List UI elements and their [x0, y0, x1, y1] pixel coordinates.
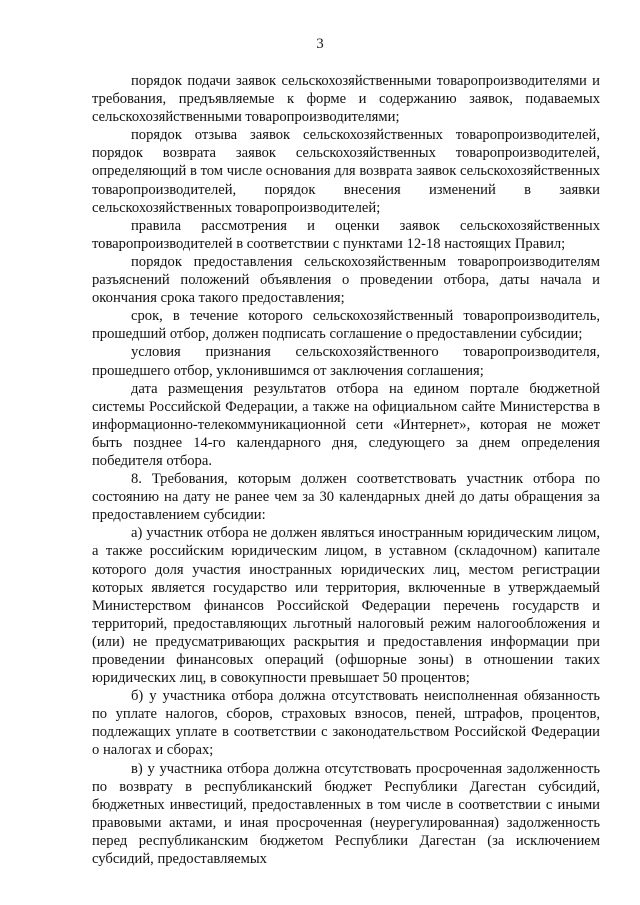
paragraph: порядок подачи заявок сельскохозяйственными товаропроизводителями и требования, предъявляемые к форме и содержанию заявок, подаваемых сельскохозяйственными товаропроизводителями;	[92, 73, 600, 126]
paragraph: дата размещения результатов отбора на едином портале бюджетной системы Российской Федерации, а также на официальном сайте Министерства в информационно-телекоммуникационной сети «Интернет», которая не может быть позднее 14-го календарного дня, следующего за днем определения победителя отбора.	[92, 380, 600, 469]
paragraph: порядок отзыва заявок сельскохозяйственных товаропроизводителей, порядок возврата заявок сельскохозяйственных товаропроизводителей, определяющий в том числе основания для возврата заявок сельскохозяйственных товаропроизводителей, порядок внесения изменений в заявки сельскохозяйственных товаропроизводителей;	[92, 127, 600, 216]
paragraph-item-a: а) участник отбора не должен являться иностранным юридическим лицом, а также российским юридическим лицом, в уставном (складочном) капитале которого доля участия иностранных юридических лиц, местом регистрации которых является государство или территория, включенные в утверждаемый Министерством финансов Российской Федерации перечень государств и территорий, предоставляющих льготный налоговый режим налогообложения и (или) не предусматривающих раскрытия и предоставления информации при проведении финансовых операций (офшорные зоны) в отношении таких юридических лиц, в совокупности превышает 50 процентов;	[92, 525, 600, 687]
paragraph: правила рассмотрения и оценки заявок сельскохозяйственных товаропроизводителей в соответствии с пунктами 12-18 настоящих Правил;	[92, 217, 600, 252]
paragraph: порядок предоставления сельскохозяйственным товаропроизводителям разъяснений положений объявления о проведении отбора, даты начала и окончания срока такого предоставления;	[92, 253, 600, 307]
page-number: 3	[316, 36, 324, 52]
paragraph: условия признания сельскохозяйственного товаропроизводителя, прошедшего отбор, уклонившимся от заключения соглашения;	[92, 344, 600, 379]
section-8-heading-paragraph: 8. Требования, которым должен соответствовать участник отбора по состоянию на дату не ранее чем за 30 календарных дней до даты обращения за предоставлением субсидии:	[92, 471, 600, 524]
paragraph: срок, в течение которого сельскохозяйственный товаропроизводитель, прошедший отбор, должен подписать соглашение о предоставлении субсидии;	[92, 308, 600, 343]
paragraph-item-b: б) у участника отбора должна отсутствовать неисполненная обязанность по уплате налогов, сборов, страховых взносов, пеней, штрафов, процентов, подлежащих уплате в соответствии с законодательством Российской Федерации о налогах и сборах;	[92, 688, 600, 759]
paragraph-item-v: в) у участника отбора должна отсутствовать просроченная задолженность по возврату в республиканский бюджет Республики Дагестан субсидий, бюджетных инвестиций, предоставленных в том числе в соответствии с иными правовыми актами, и иная просроченная (неурегулированная) задолженность перед республиканским бюджетом Республики Дагестан (за исключением субсидий, предоставляемых	[92, 760, 600, 868]
document-body	[92, 72, 600, 868]
